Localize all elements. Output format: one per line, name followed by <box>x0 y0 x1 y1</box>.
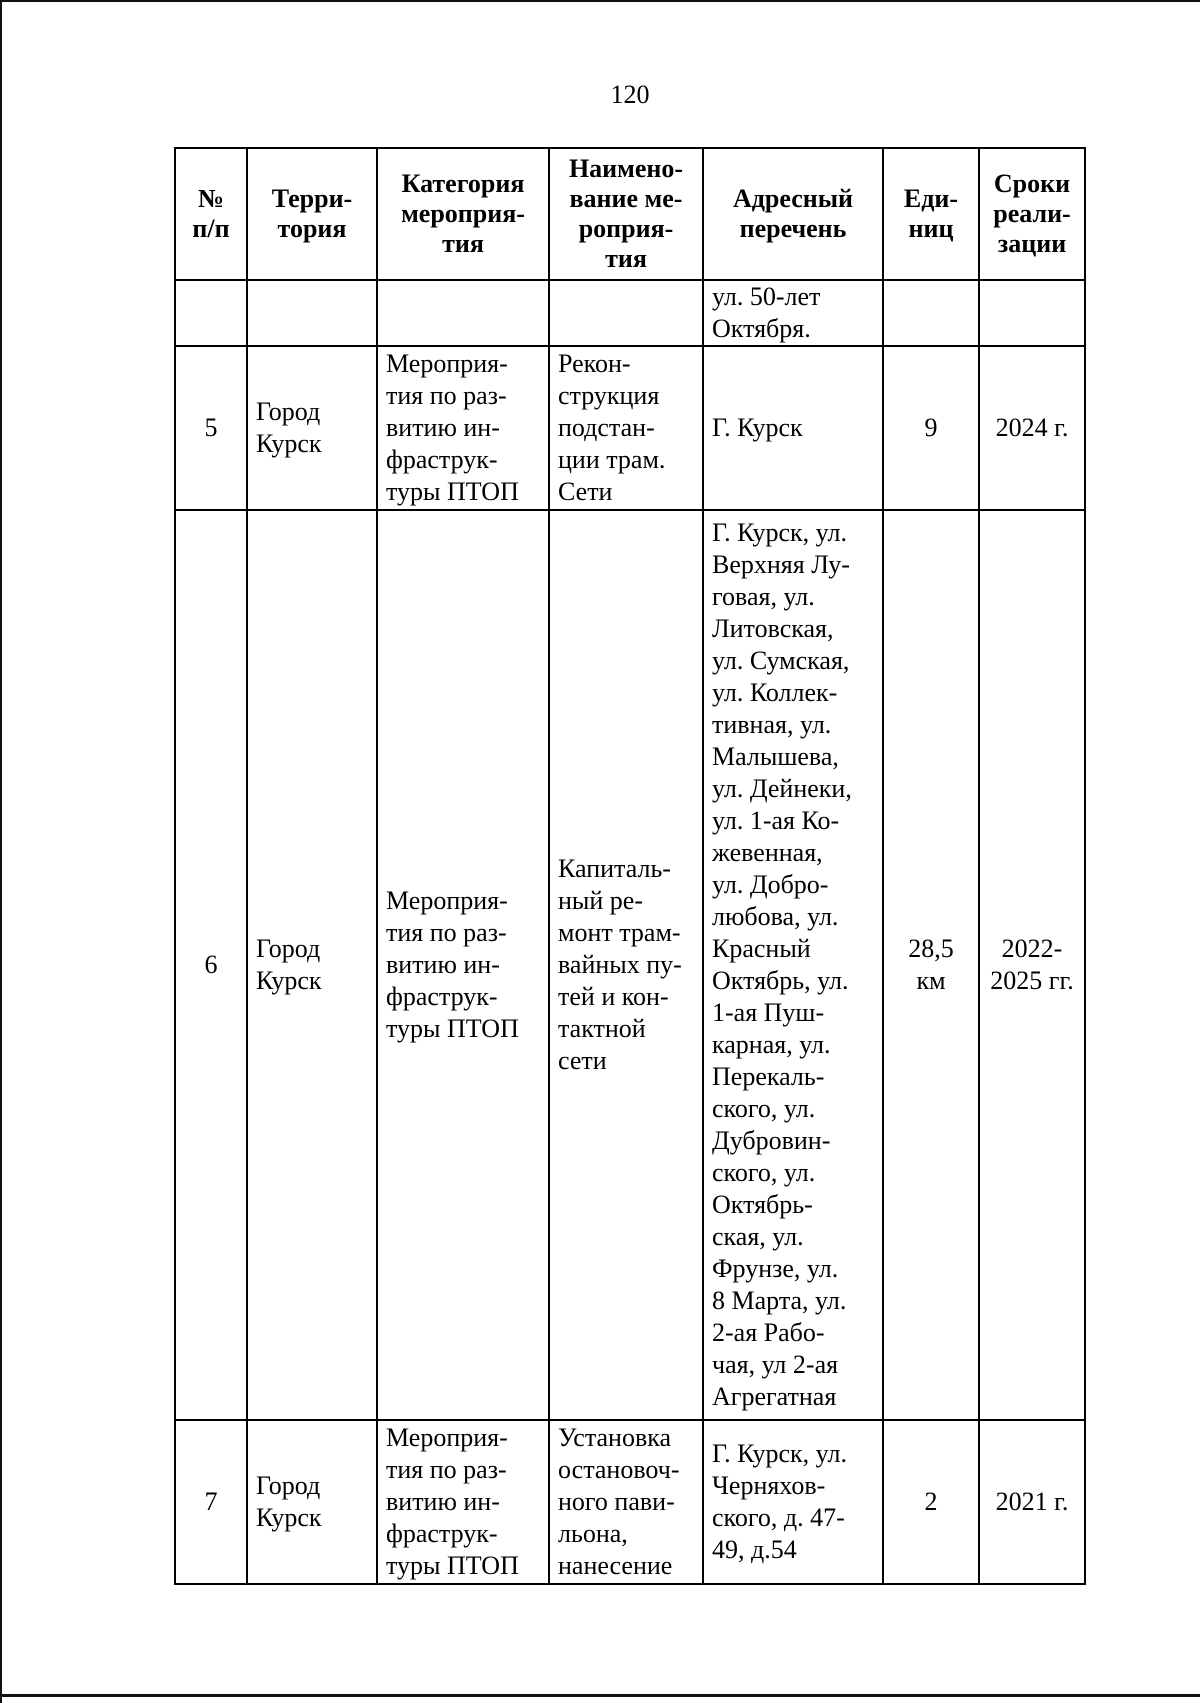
cell-territory: Город Курск <box>247 510 377 1420</box>
cell-territory: Город Курск <box>247 346 377 510</box>
header-term: Сроки реали- зации <box>979 148 1085 280</box>
header-category: Категория мероприя- тия <box>377 148 549 280</box>
page-number: 120 <box>610 80 650 109</box>
scan-edge-top <box>0 0 1200 2</box>
header-units: Еди- ниц <box>883 148 979 280</box>
cell-num <box>175 280 247 346</box>
cell-num: 7 <box>175 1420 247 1584</box>
cell-category: Мероприя- тия по раз- витию ин- фраструк- туры ПТОП <box>377 510 549 1420</box>
table-row <box>175 510 1085 1420</box>
header-territory: Терри- тория <box>247 148 377 280</box>
scan-edge-bottom <box>0 1694 1200 1697</box>
table-row <box>175 1420 1085 1584</box>
header-name: Наимено- вание ме- роприя- тия <box>549 148 703 280</box>
cell-territory: Город Курск <box>247 1420 377 1584</box>
cell-units <box>883 280 979 346</box>
table-header-row <box>175 148 1085 280</box>
cell-category: Мероприя- тия по раз- витию ин- фраструк- туры ПТОП <box>377 346 549 510</box>
cell-units: 2 <box>883 1420 979 1584</box>
cell-term: 2024 г. <box>979 346 1085 510</box>
cell-name <box>549 280 703 346</box>
cell-term: 2022- 2025 гг. <box>979 510 1085 1420</box>
table-row <box>175 346 1085 510</box>
cell-address: ул. 50-лет Октября. <box>703 280 883 346</box>
cell-num: 6 <box>175 510 247 1420</box>
cell-category: Мероприя- тия по раз- витию ин- фраструк- туры ПТОП <box>377 1420 549 1584</box>
measures-table <box>174 147 1086 1585</box>
cell-units: 9 <box>883 346 979 510</box>
cell-term <box>979 280 1085 346</box>
table-row <box>175 280 1085 346</box>
cell-name: Установка остановоч- ного пави- льона, нанесение <box>549 1420 703 1584</box>
header-num: № п/п <box>175 148 247 280</box>
cell-term: 2021 г. <box>979 1420 1085 1584</box>
cell-address: Г. Курск <box>703 346 883 510</box>
cell-units: 28,5 км <box>883 510 979 1420</box>
scan-edge-left <box>0 0 2 1703</box>
cell-category <box>377 280 549 346</box>
cell-num: 5 <box>175 346 247 510</box>
cell-address: Г. Курск, ул. Черняхов- ского, д. 47- 49, д.54 <box>703 1420 883 1584</box>
header-address: Адресный перечень <box>703 148 883 280</box>
cell-territory <box>247 280 377 346</box>
cell-name: Рекон- струкция подстан- ции трам. Сети <box>549 346 703 510</box>
cell-address: Г. Курск, ул. Верхняя Лу- говая, ул. Литовская, ул. Сумская, ул. Коллек- тивная, ул. Малышева, ул. Дейнеки, ул. 1-ая Ко- жевенная, ул. Добро- любова, ул. Красный Октябрь, ул. 1-ая Пуш- карная, ул. Перекаль- ского, ул. Дубровин- ского, ул. Октябрь- ская, ул. Фрунзе, ул. 8 Марта, ул. 2-ая Рабо- чая, ул 2-ая Агрегатная <box>703 510 883 1420</box>
cell-name: Капиталь- ный ре- монт трам- вайных пу- тей и кон- тактной сети <box>549 510 703 1420</box>
